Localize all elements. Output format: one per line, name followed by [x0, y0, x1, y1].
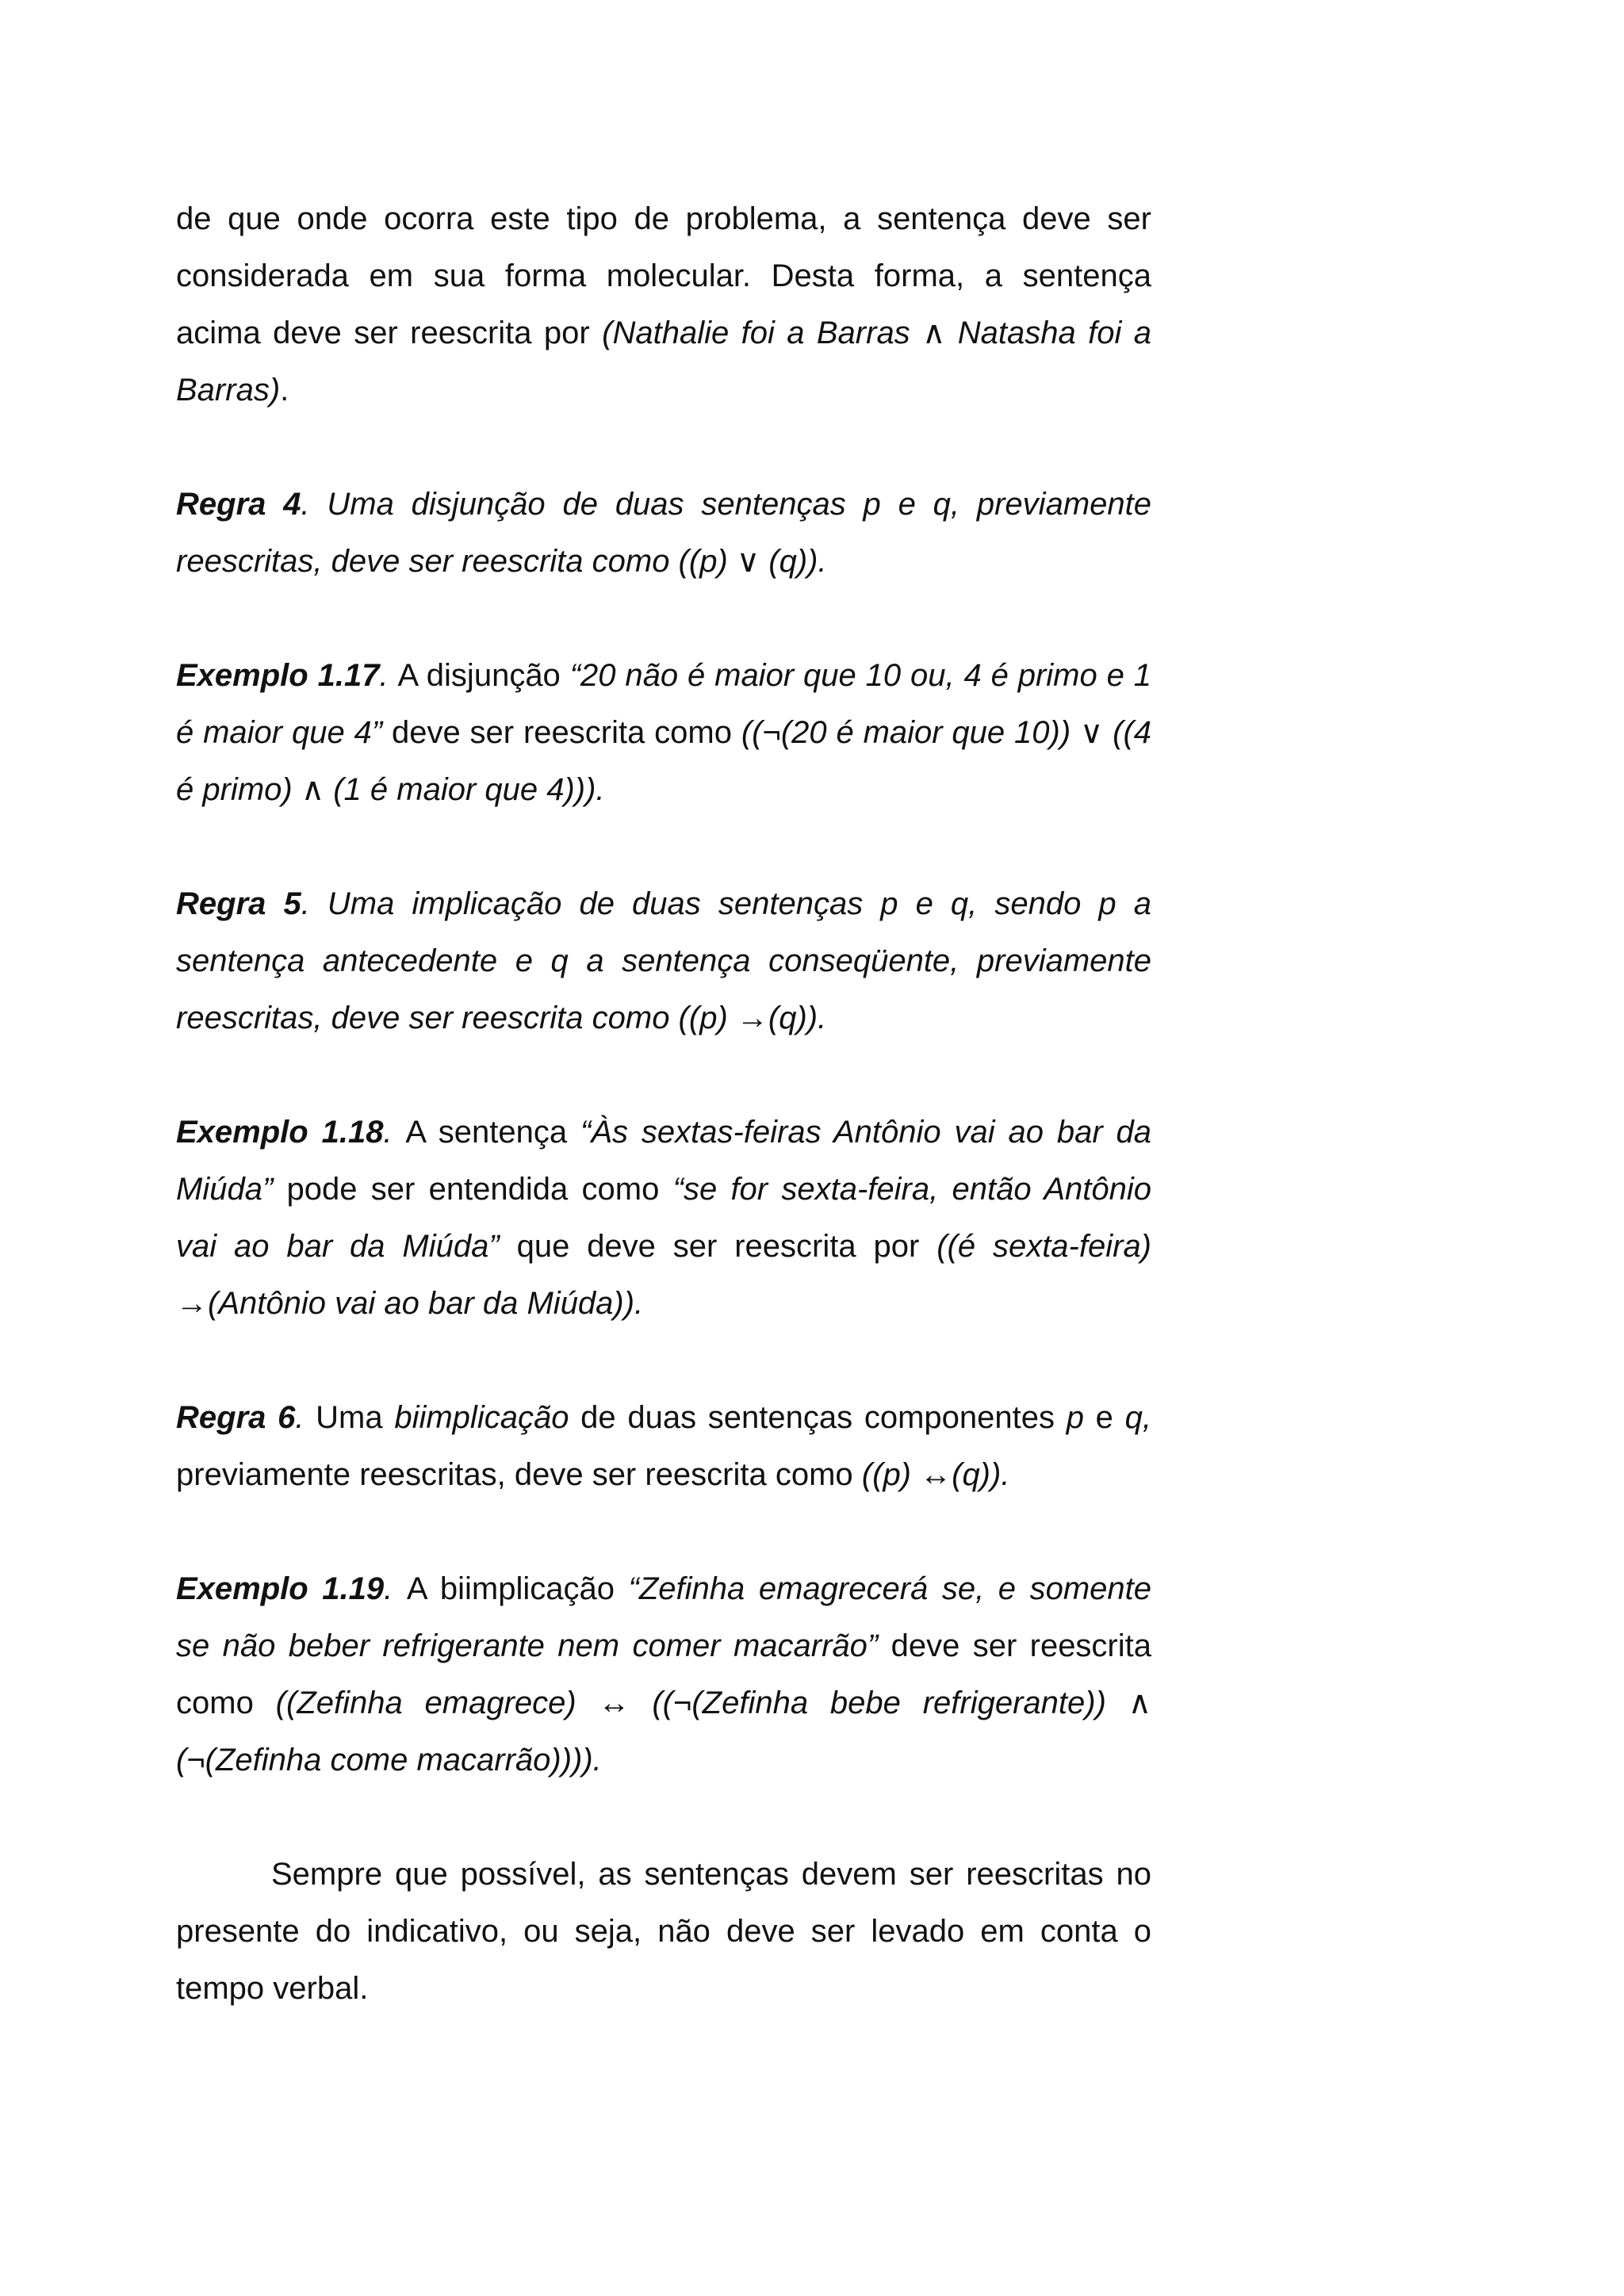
example-1-19-paragraph — [176, 1560, 1151, 1789]
rule-5-paragraph — [176, 875, 1151, 1047]
text-run: A disjunção — [397, 658, 570, 693]
italic-run: (1 é maior que 4))). — [324, 772, 605, 807]
text-run: Uma — [316, 1400, 395, 1435]
italic-run: ((4 é primo) — [176, 715, 1152, 807]
text-run: previamente reescritas, deve ser reescrita como — [176, 1457, 862, 1492]
or-symbol: ∨ — [1080, 715, 1113, 750]
text-run: que deve ser reescrita por — [499, 1229, 937, 1264]
text-run: deve ser reescrita como — [176, 1628, 1152, 1720]
rule-4-title: Regra 4 — [176, 487, 301, 522]
italic-run: (¬(Zefinha come macarrão)))). — [176, 1743, 602, 1777]
rule-6-title: Regra 6 — [176, 1400, 296, 1435]
italic-run: “Zefinha emagrecerá se, e somente se não beber refrigerante nem comer macarrão” — [176, 1571, 1151, 1663]
italic-run: ((¬(20 é maior que 10)) — [741, 715, 1080, 750]
italic-run: (q)). — [760, 544, 827, 579]
rule-4-paragraph — [176, 476, 1151, 590]
italic-run: . Uma implicação de duas sentenças p e q, sendo p a sentença antecedente e q a sentença conseqüente, previamente reescritas, deve ser reescrita como ((p) →(q)). — [176, 886, 1151, 1035]
example-1-18-paragraph — [176, 1104, 1151, 1332]
and-symbol: ∧ — [922, 316, 946, 350]
closing-paragraph: Sempre que possível, as sentenças devem ser reescritas no presente do indicativo, ou seja, não deve ser levado em conta o tempo verbal. — [176, 1857, 1151, 2006]
example-1-17-paragraph — [176, 647, 1151, 818]
example-1-19-title: Exemplo 1.19 — [176, 1571, 385, 1606]
italic-run: p — [1066, 1400, 1084, 1435]
italic-run: q, — [1124, 1400, 1151, 1435]
example-1-17-title: Exemplo 1.17 — [176, 658, 380, 693]
and-symbol: ∧ — [1128, 1686, 1151, 1720]
text-run: pode ser entendida como — [273, 1172, 673, 1207]
italic-run: . Uma disjunção de duas sentenças p e q, previamente reescritas, deve ser reescrita como ((p) — [176, 487, 1151, 579]
or-symbol: ∨ — [736, 544, 760, 579]
italic-run: (Nathalie foi a Barras — [602, 316, 923, 350]
rule-6-paragraph — [176, 1389, 1151, 1503]
document-page — [176, 190, 1151, 2017]
paragraph-molecular-form — [176, 190, 1151, 419]
and-symbol: ∧ — [301, 772, 325, 807]
italic-run: Natasha foi a Barras) — [176, 316, 1151, 408]
italic-run: ((é sexta-feira) →(Antônio vai ao bar da Miúda)). — [176, 1229, 1152, 1321]
italic-run: ((p) ↔(q)). — [861, 1457, 1010, 1492]
italic-run: “20 não é maior que 10 ou, 4 é primo e 1 é maior que 4” — [176, 658, 1152, 750]
italic-run: “se for sexta-feira, então Antônio vai ao bar da Miúda” — [176, 1172, 1152, 1264]
italic-run: biimplicação — [394, 1400, 569, 1435]
text-run: A biimplicação — [406, 1571, 629, 1606]
italic-run: . — [383, 1115, 406, 1150]
italic-run: . — [379, 658, 398, 693]
text-run: . — [280, 373, 289, 408]
text-run: e — [1083, 1400, 1125, 1435]
text-run: de que onde ocorra este tipo de problema, a sentença deve ser considerada em sua forma molecular. Desta forma, a sentença acima deve ser reescrita por — [176, 201, 1151, 350]
example-1-18-title: Exemplo 1.18 — [176, 1115, 384, 1150]
text-run: de duas sentenças componentes — [569, 1400, 1067, 1435]
italic-run: . — [295, 1400, 316, 1435]
text-run: A sentença — [405, 1115, 580, 1150]
italic-run: . — [384, 1571, 407, 1606]
rule-5-title: Regra 5 — [176, 886, 301, 921]
text-run: deve ser reescrita como — [382, 715, 741, 750]
italic-run: ((Zefinha emagrece) ↔ ((¬(Zefinha bebe refrigerante)) — [275, 1686, 1128, 1720]
italic-run: “Às sextas-feiras Antônio vai ao bar da Miúda” — [176, 1115, 1151, 1207]
